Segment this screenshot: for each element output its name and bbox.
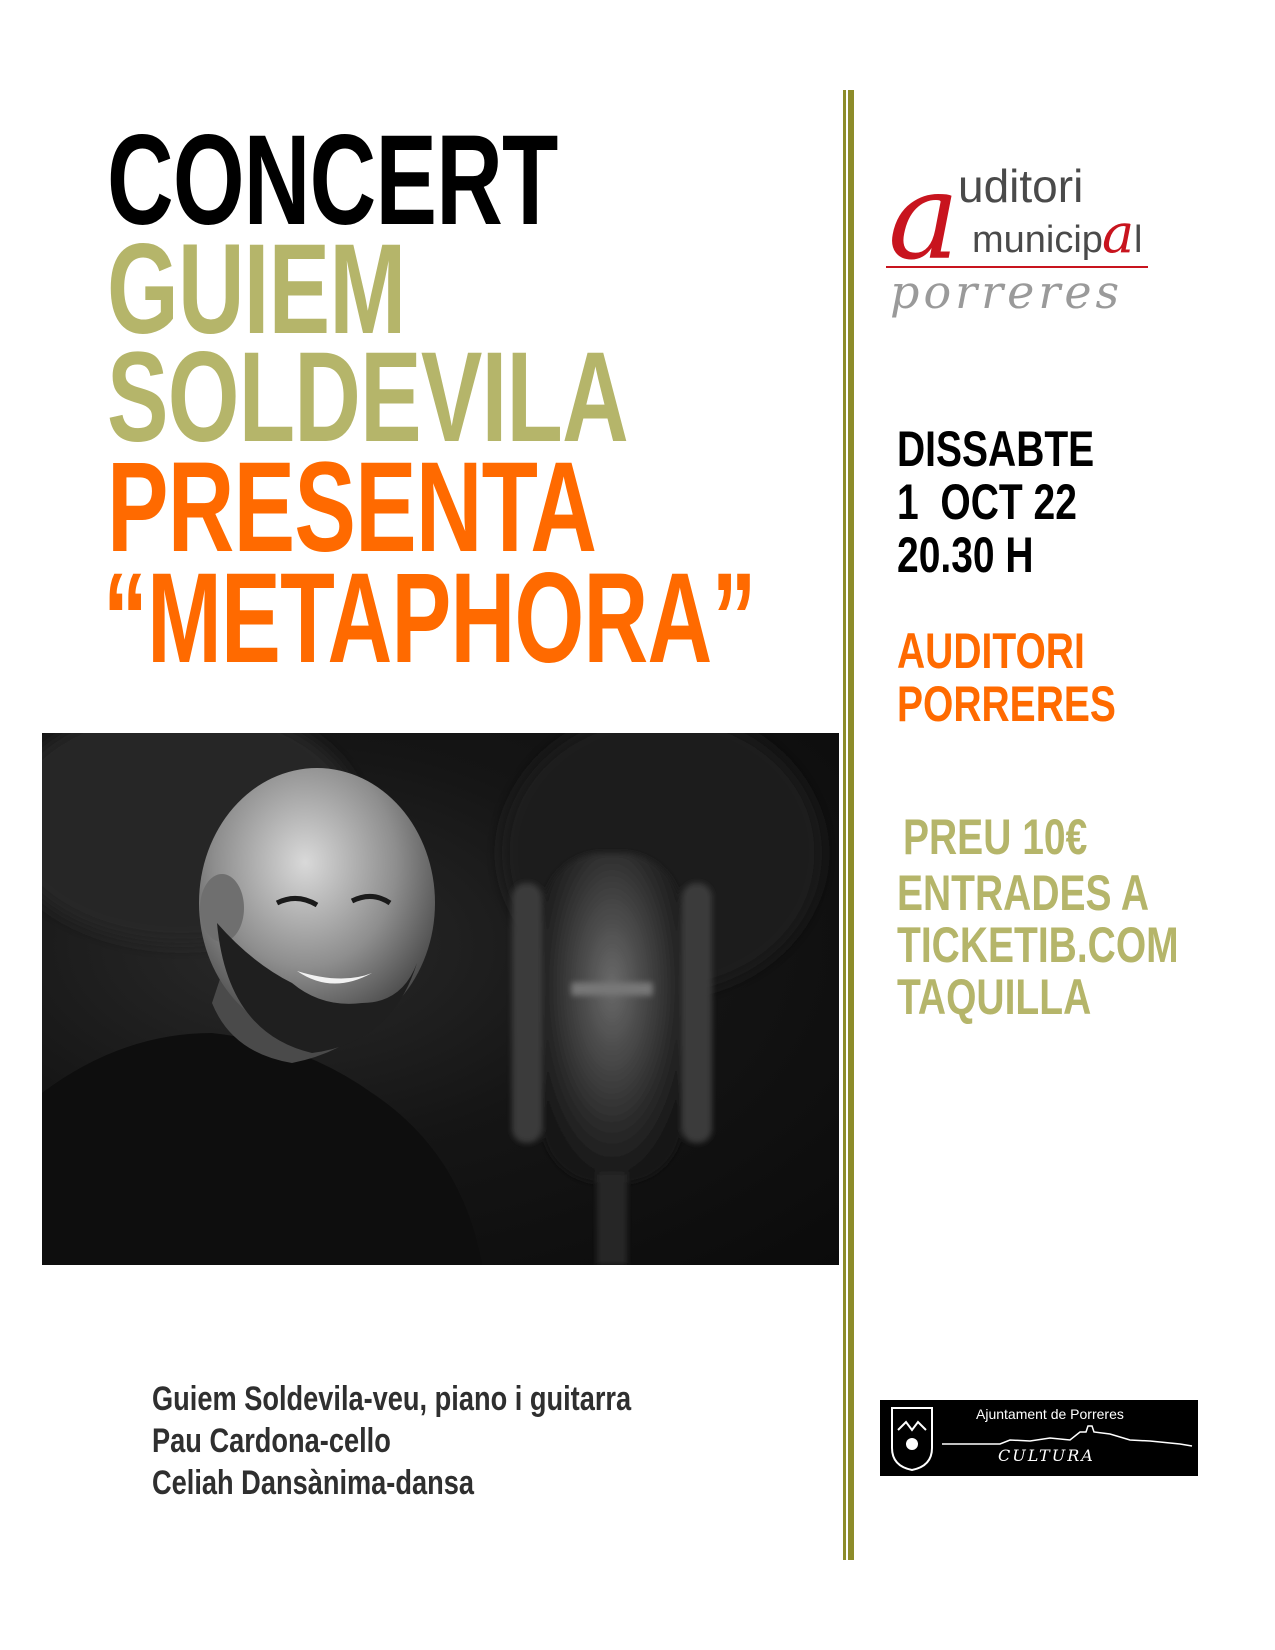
artist-photo-illustration [42, 733, 839, 1265]
town-skyline-icon [942, 1426, 1192, 1446]
ajuntament-cultura-badge [880, 1400, 1198, 1476]
artist-photo [42, 733, 839, 1265]
vertical-divider [843, 90, 855, 1560]
tickets-website: TICKETIB.COM [897, 917, 1179, 973]
credit-line: Celiah Dansànima-dansa [152, 1464, 474, 1502]
headline-concert: CONCERT [107, 109, 558, 252]
ticket-price: PREU 10€ [903, 809, 1088, 865]
cultura-label: CULTURA [998, 1446, 1095, 1465]
auditori-municipal-logo [880, 130, 1160, 330]
logo-word-1: uditori [958, 160, 1084, 212]
credit-line: Pau Cardona-cello [152, 1422, 391, 1460]
ajuntament-name: Ajuntament de Porreres [976, 1406, 1124, 1422]
event-time: 20.30 H [897, 527, 1034, 583]
tickets-line-1: ENTRADES A [897, 865, 1150, 921]
logo-accent-a: a [1102, 202, 1135, 265]
tickets-line-3: TAQUILLA [897, 969, 1092, 1025]
auditori-logo-graphic [880, 130, 1160, 330]
event-day: DISSABTE [897, 421, 1095, 477]
headline-artist-first: GUIEM [107, 218, 406, 361]
headline-artist-last: SOLDEVILA [107, 326, 628, 469]
logo-word-2-end: l [1134, 219, 1143, 261]
venue-line-2: PORRERES [897, 676, 1116, 732]
headline-show-title: “METAPHORA” [103, 547, 756, 690]
logo-word-2: municip [972, 219, 1103, 261]
logo-town: porreres [890, 265, 1124, 319]
venue-line-1: AUDITORI [897, 623, 1085, 679]
event-date: 1 OCT 22 [897, 474, 1077, 530]
logo-initial: a [888, 148, 960, 287]
credit-line: Guiem Soldevila-veu, piano i guitarra [152, 1380, 632, 1418]
headline-presenta: PRESENTA [107, 436, 597, 579]
